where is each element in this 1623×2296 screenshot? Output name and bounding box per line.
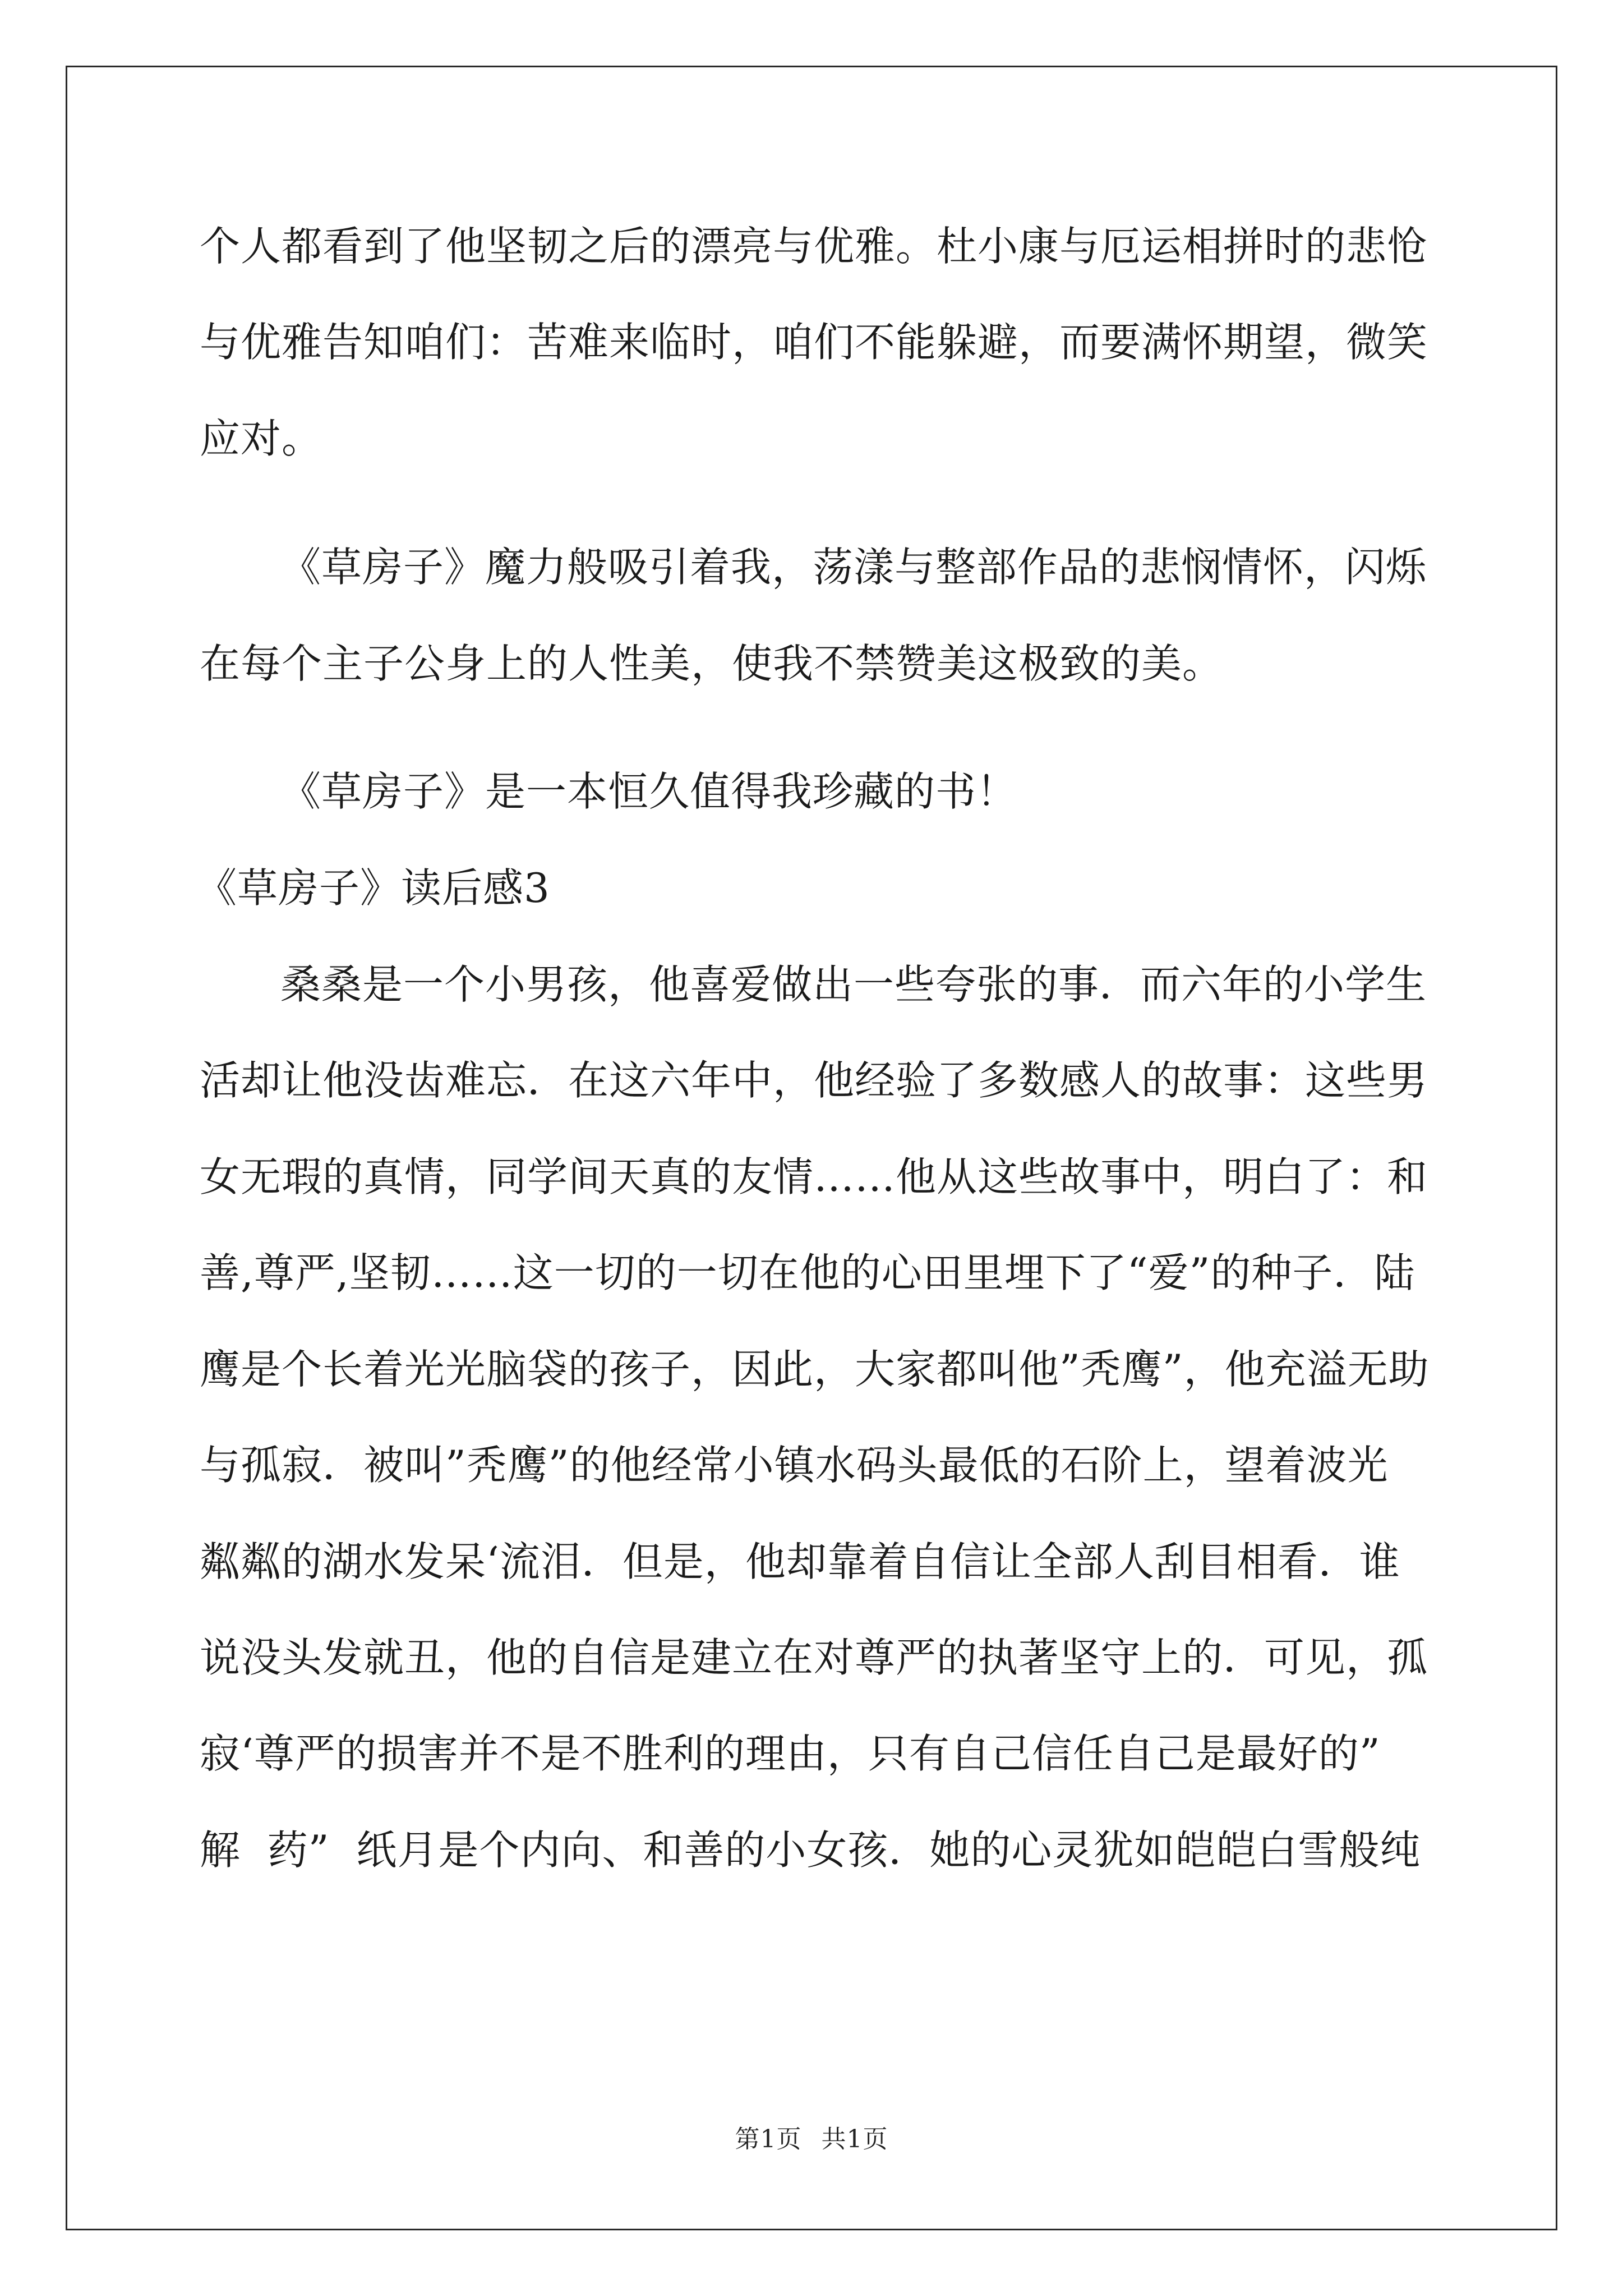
text-line-12: 鹰是个长着光光脑袋的孩子，因此，大家都叫他”秃鹰”，他充溢无助 bbox=[200, 1346, 1430, 1393]
text-line-8: 桑桑是一个小男孩，他喜爱做出一些夸张的事．而六年的小学生 bbox=[280, 961, 1427, 1008]
text-line-11: 善,尊严,坚韧……这一切的一切在他的心田里埋下了“爱”的种子．陆 bbox=[200, 1249, 1415, 1296]
page-number: 第1页 bbox=[735, 2125, 802, 2154]
text-line-17: 解 药” 纸月是个内向、和善的小女孩．她的心灵犹如皑皑白雪般纯 bbox=[200, 1826, 1421, 1874]
page-footer bbox=[0, 2124, 1623, 2155]
text-line-9: 活却让他没齿难忘．在这六年中，他经验了多数感人的故事：这些男 bbox=[200, 1057, 1428, 1104]
text-line-5: 在每个主子公身上的人性美，使我不禁赞美这极致的美。 bbox=[200, 640, 1224, 687]
section-heading: 《草房子》读后感3 bbox=[196, 864, 550, 912]
text-line-6: 《草房子》是一本恒久值得我珍藏的书！ bbox=[280, 768, 1018, 815]
text-line-4: 《草房子》魔力般吸引着我，荡漾与整部作品的悲悯情怀，闪烁 bbox=[280, 544, 1427, 591]
text-line-16: 寂‘尊严的损害并不是不胜利的理由，只有自己信任自己是最好的” bbox=[200, 1730, 1381, 1777]
text-line-15: 说没头发就丑，他的自信是建立在对尊严的执著坚守上的．可见，孤 bbox=[200, 1634, 1428, 1681]
text-line-3: 应对。 bbox=[200, 415, 323, 462]
text-line-13: 与孤寂．被叫”秃鹰”的他经常小镇水码头最低的石阶上，望着波光 bbox=[200, 1442, 1389, 1489]
text-line-1: 个人都看到了他坚韧之后的漂亮与优雅。杜小康与厄运相拼时的悲怆 bbox=[200, 223, 1428, 270]
page-border bbox=[66, 66, 1557, 2230]
text-line-14: 粼粼的湖水发呆‘流泪．但是，他却靠着自信让全部人刮目相看．谁 bbox=[200, 1538, 1400, 1585]
text-line-2: 与优雅告知咱们：苦难来临时，咱们不能躲避，而要满怀期望，微笑 bbox=[200, 319, 1428, 366]
page-total: 共1页 bbox=[821, 2125, 888, 2154]
text-line-10: 女无瑕的真情，同学间天真的友情……他从这些故事中，明白了：和 bbox=[200, 1153, 1428, 1200]
